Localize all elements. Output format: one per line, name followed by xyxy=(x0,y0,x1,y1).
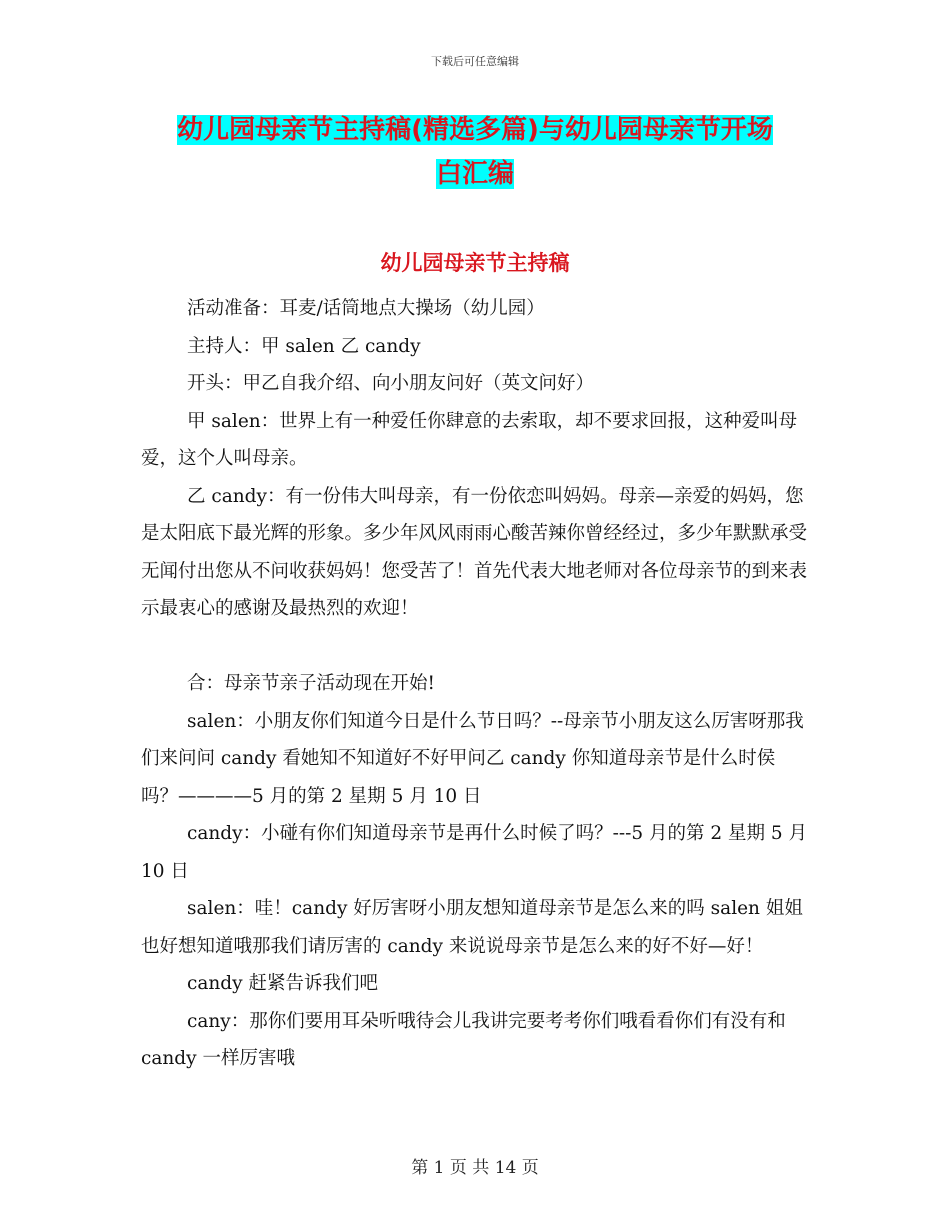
paragraph-candy-intro: 乙 candy：有一份伟大叫母亲，有一份依恋叫妈妈。母亲—亲爱的妈妈，您是太阳底下最光辉的形象。多少年风风雨雨心酸苦辣你曾经经过，多少年默默承受无闻付出您从不问收获妈妈！您受苦了！首先代表大地老师对各位母亲节的到来表示最衷心的感谢及最热烈的欢迎！ xyxy=(141,485,808,619)
document-title xyxy=(140,108,810,196)
paragraph-together: 合：母亲节亲子活动现在开始! xyxy=(187,673,435,694)
document-title-line-2: 白汇编 xyxy=(435,159,514,189)
document-title-line-1: 幼儿园母亲节主持稿(精选多篇)与幼儿园母亲节开场 xyxy=(177,115,773,145)
paragraph-salen-wow: salen：哇！candy 好厉害呀小朋友想知道母亲节是怎么来的吗 salen 姐姐也好想知道哦那我们请厉害的 candy 来说说母亲节是怎么来的好不好—好！ xyxy=(141,898,803,957)
paragraph-gap xyxy=(141,628,811,666)
paragraph-hosts: 主持人：甲 salen 乙 candy xyxy=(187,335,421,357)
paragraph-salen-question: salen：小朋友你们知道今日是什么节日吗？--母亲节小朋友这么厉害呀那我们来问问 candy 看她知不知道好不好甲问乙 candy 你知道母亲节是什么时侯吗？————5 月的第 2 星期 5 月 10 日 xyxy=(141,710,804,807)
paragraph-preparation: 活动准备：耳麦/话筒地点大操场（幼儿园） xyxy=(187,298,545,319)
paragraph-candy-question: candy：小碰有你们知道母亲节是再什么时候了吗？---5 月的第 2 星期 5 月 10 日 xyxy=(141,823,808,882)
paragraph-opening: 开头：甲乙自我介绍、向小朋友问好（英文问好） xyxy=(187,373,595,394)
paragraph-candy-tell: candy 赶紧告诉我们吧 xyxy=(187,973,378,994)
paragraph-cany-listen: cany：那你们要用耳朵听哦待会儿我讲完要考考你们哦看看你们有没有和 candy 一样厉害哦 xyxy=(141,1010,786,1069)
page-header: 下载后可任意编辑 xyxy=(431,55,519,68)
paragraph-salen-intro: 甲 salen：世界上有一种爱任你肆意的去索取，却不要求回报，这种爱叫母爱，这个人叫母亲。 xyxy=(141,410,798,469)
section-title: 幼儿园母亲节主持稿 xyxy=(380,251,570,275)
page-footer: 第 1 页 共 14 页 xyxy=(411,1158,539,1178)
document-body xyxy=(141,290,811,1078)
